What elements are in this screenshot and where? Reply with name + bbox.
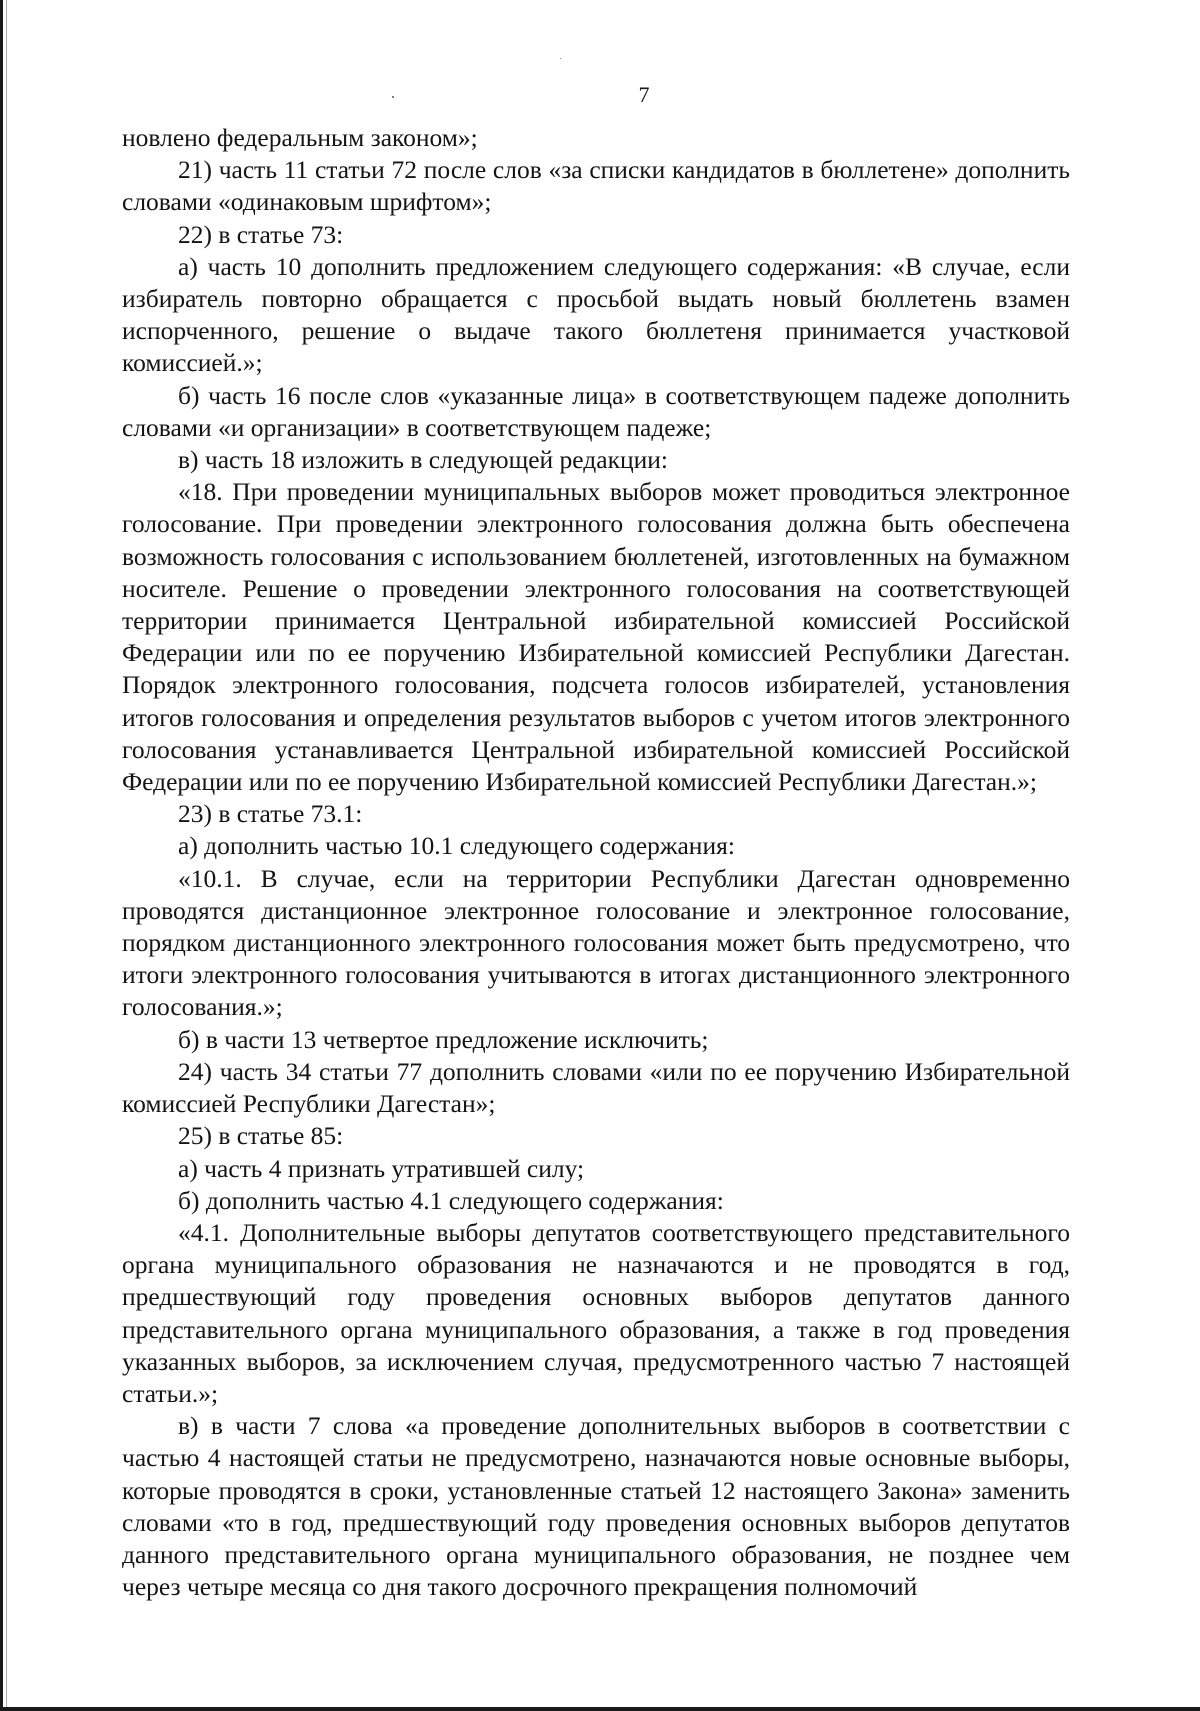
paragraph-continuation: новлено федеральным законом»; <box>122 123 478 152</box>
paragraph-sub-v: в) часть 18 изложить в следующей редакции: <box>178 445 668 475</box>
scan-left-border <box>0 0 3 1711</box>
paragraph-quote-10-1: «10.1. В случае, если на территории Республики Дагестан одновременно проводятся дистанционное электронное голосование и электронное голосование, порядком дистанционного электронного голосования может быть предусмотрено, что итоги электронного голосования учитываются в итогах дистанционного электронного голосования.»; <box>122 863 1070 1022</box>
paragraph-sub-a: а) дополнить частью 10.1 следующего содержания: <box>178 831 735 861</box>
paragraph-item-21: 21) часть 11 статьи 72 после слов «за списки кандидатов в бюллетене» дополнить словами «одинаковым шрифтом»; <box>122 155 1070 217</box>
paragraph-quote-18: «18. При проведении муниципальных выборов может проводиться электронное голосование. При проведении электронного голосования должна быть обеспечена возможность голосования с использованием бюллетеней, изготовленных на бумажном носителе. Решение о проведении электронного голосования на соответствующей территории принимается Центральной избирательной комиссией Российской Федерации или по ее поручению Избирательной комиссией Республики Дагестан. Порядок электронного голосования, подсчета голосов избирателей, установления итогов голосования и определения результатов выборов с учетом итогов электронного голосования устанавливается Центральной избирательной комиссией Российской Федерации или по ее поручению Избирательной комиссией Республики Дагестан.»; <box>122 477 1070 797</box>
scan-speck <box>560 58 561 59</box>
document-body <box>122 122 1070 1603</box>
page-number: 7 <box>638 82 650 107</box>
paragraph-item-23: 23) в статье 73.1: <box>178 799 363 829</box>
paragraph-sub-b: б) в части 13 четвертое предложение исключить; <box>178 1024 709 1054</box>
paragraph-item-22: 22) в статье 73: <box>178 219 344 249</box>
paragraph-sub-v: в) в части 7 слова «а проведение дополнительных выборов в соответствии с частью 4 настоящей статьи не предусмотрено, назначаются новые основные выборы, которые проводятся в сроки, установленные статьей 12 настоящего Закона» заменить словами «то в год, предшествующий году проведения основных выборов депутатов данного представительного органа муниципального образования, не позднее чем через четыре месяца со дня такого досрочного прекращения полномочий <box>122 1411 1070 1602</box>
scan-bottom-border <box>0 1707 1200 1711</box>
scan-left-border-inner <box>6 0 7 1711</box>
paragraph-quote-4-1: «4.1. Дополнительные выборы депутатов соответствующего представительного органа муниципального образования не назначаются и не проводятся в год, предшествующий году проведения основных выборов депутатов данного представительного органа муниципального образования, а также в год проведения указанных выборов, за исключением случая, предусмотренного частью 7 настоящей статьи.»; <box>122 1217 1070 1408</box>
paragraph-sub-b: б) часть 16 после слов «указанные лица» в соответствующем падеже дополнить словами «и организации» в соответствующем падеже; <box>122 380 1070 442</box>
paragraph-sub-b: б) дополнить частью 4.1 следующего содержания: <box>178 1185 724 1215</box>
paragraph-item-25: 25) в статье 85: <box>178 1121 344 1151</box>
paragraph-sub-a: а) часть 10 дополнить предложением следующего содержания: «В случае, если избиратель повторно обращается с просьбой выдать новый бюллетень взамен испорченного, решение о выдаче такого бюллетеня принимается участковой комиссией.»; <box>122 251 1070 378</box>
paragraph-sub-a: а) часть 4 признать утратившей силу; <box>178 1153 585 1183</box>
paragraph-item-24: 24) часть 34 статьи 77 дополнить словами «или по ее поручению Избирательной комиссией Республики Дагестан»; <box>122 1056 1070 1119</box>
